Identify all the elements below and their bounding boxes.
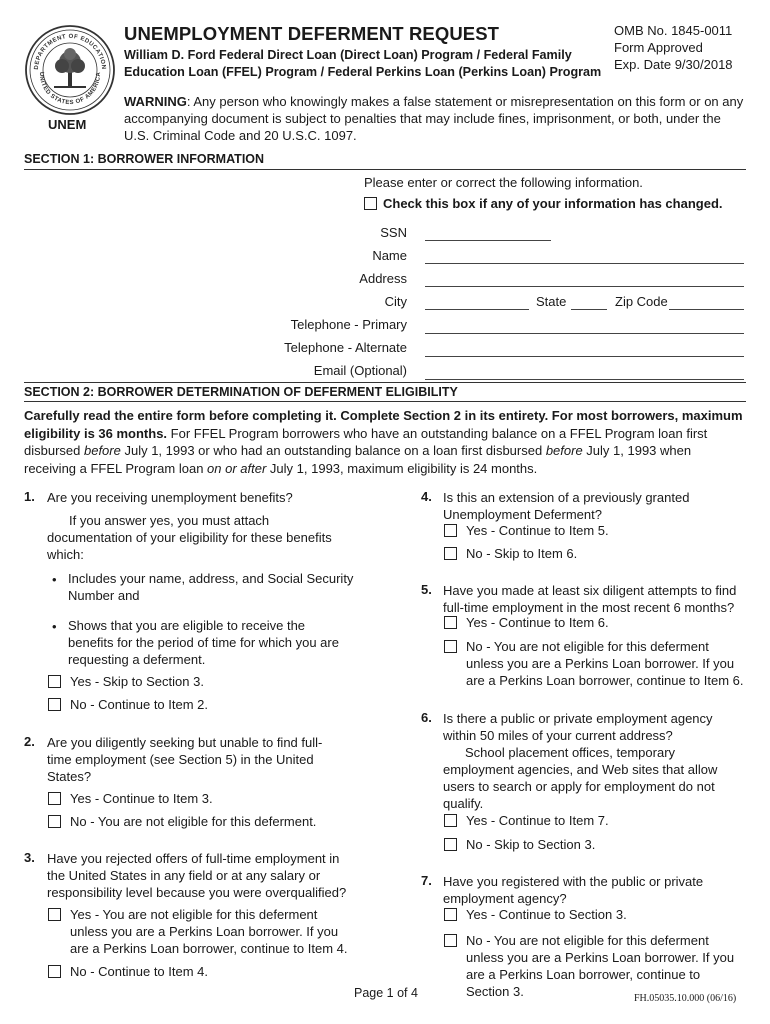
form-code: UNEM — [48, 117, 87, 132]
item1-note: If you answer yes, you must attach documentation of your eligibility for these benefits which: — [47, 513, 332, 562]
item4-yes-option[interactable] — [444, 522, 744, 539]
warning-label: WARNING — [124, 94, 187, 109]
intro-text-4: July 1, 1993, maximum eligibility is 24 months. — [266, 460, 538, 476]
item1-no-checkbox[interactable] — [48, 698, 61, 711]
phone-alternate-label: Telephone - Alternate — [284, 340, 407, 355]
email-field[interactable] — [425, 379, 744, 380]
department-seal — [24, 24, 116, 116]
name-field[interactable] — [425, 263, 744, 264]
name-label: Name — [372, 248, 407, 263]
item3-number: 3. — [24, 850, 35, 865]
address-field[interactable] — [425, 286, 744, 287]
item1-bullet1: Includes your name, address, and Social Security Number and — [68, 571, 354, 603]
section1-rule — [24, 169, 746, 170]
item2-no-option[interactable] — [48, 813, 348, 830]
item2-question: Are you diligently seeking but unable to find full-time employment (see Section 5) in the United States? — [47, 735, 323, 784]
item1-yes-label: Yes - Skip to Section 3. — [70, 674, 204, 689]
item7-yes-label: Yes - Continue to Section 3. — [466, 907, 627, 922]
item5-yes-label: Yes - Continue to Item 6. — [466, 615, 609, 630]
section2-top-rule — [24, 382, 746, 383]
item5-yes-option[interactable] — [444, 614, 744, 631]
item7-yes-checkbox[interactable] — [444, 908, 457, 921]
warning-text: : Any person who knowingly makes a false statement or misrepresentation on this form or on any accompanying document is subject to penalties that may include fines, imprisonment, or both, under the U.S. Criminal Code and 20 U.S.C. 1097. — [124, 94, 744, 143]
item5-question: Have you made at least six diligent attempts to find full-time employment in the most recent 6 months? — [443, 583, 737, 615]
item1-bullet2-dot: • — [52, 619, 57, 634]
phone-alternate-field[interactable] — [425, 356, 744, 357]
item6-number: 6. — [421, 710, 432, 725]
item6-yes-label: Yes - Continue to Item 7. — [466, 813, 609, 828]
item2-yes-checkbox[interactable] — [48, 792, 61, 805]
item6-yes-option[interactable] — [444, 812, 744, 829]
item3-no-option[interactable] — [48, 963, 353, 980]
item3-yes-label: Yes - You are not eligible for this deferment unless you are a Perkins Loan borrower. If you are a Perkins Loan borrower, continue to Item 4. — [70, 907, 348, 956]
city-label: City — [384, 294, 407, 309]
item3-question: Have you rejected offers of full-time employment in the United States in any field or at any salary or responsibility level because you were overqualified? — [47, 851, 347, 900]
warning-notice — [124, 93, 744, 144]
item7-no-option[interactable] — [444, 932, 744, 1000]
item5-yes-checkbox[interactable] — [444, 616, 457, 629]
item4-yes-checkbox[interactable] — [444, 524, 457, 537]
item3-yes-checkbox[interactable] — [48, 908, 61, 921]
item1-no-label: No - Continue to Item 2. — [70, 697, 209, 712]
info-changed-label: Check this box if any of your information has changed. — [383, 196, 723, 211]
omb-number: OMB No. 1845-0011 — [614, 23, 733, 38]
item6-no-option[interactable] — [444, 836, 744, 853]
item5-no-checkbox[interactable] — [444, 640, 457, 653]
item7-no-label: No - You are not eligible for this deferment unless you are a Perkins Loan borrower. If you are a Perkins Loan borrower, continue to Section 3. — [466, 933, 735, 999]
item1-yes-option[interactable] — [48, 673, 348, 690]
intro-text-2: July 1, 1993 or who had an outstanding balance on a loan first disbursed — [120, 443, 546, 458]
item3-no-checkbox[interactable] — [48, 965, 61, 978]
form-subtitle: William D. Ford Federal Direct Loan (Direct Loan) Program / Federal Family Education Loan (FFEL) Program / Federal Perkins Loan (Perkins Loan) Program — [124, 48, 602, 79]
item6-note: School placement offices, temporary employment agencies, and Web sites that allow users to search or apply for employment do not qualify. — [443, 745, 718, 811]
state-label: State — [536, 294, 567, 309]
item3-no-label: No - Continue to Item 4. — [70, 964, 209, 979]
section1-heading: SECTION 1: BORROWER INFORMATION — [24, 152, 265, 166]
intro-on-or-after: on or after — [207, 460, 267, 476]
phone-primary-field[interactable] — [425, 333, 744, 334]
item6-no-label: No - Skip to Section 3. — [466, 837, 596, 852]
item6-yes-checkbox[interactable] — [444, 814, 457, 827]
item1-question: Are you receiving unemployment benefits? — [47, 490, 293, 505]
item5-no-label: No - You are not eligible for this deferment unless you are a Perkins Loan borrower. If you are a Perkins Loan borrower, continue to Item 6. — [466, 639, 744, 688]
intro-text-1: For FFEL Program borrowers who have an outstanding balance on a FFEL Program loan first disbursed — [24, 425, 708, 458]
address-label: Address — [359, 271, 407, 286]
zip-field[interactable] — [669, 309, 744, 310]
omb-block — [614, 22, 733, 73]
item4-number: 4. — [421, 489, 432, 504]
item4-question: Is this an extension of a previously granted Unemployment Deferment? — [443, 490, 690, 522]
expiration-date: Exp. Date 9/30/2018 — [614, 57, 733, 72]
email-label: Email (Optional) — [313, 363, 407, 378]
form-approved: Form Approved — [614, 40, 703, 55]
item1-bullet2: Shows that you are eligible to receive the benefits for the period of time for which you are requesting a deferment. — [68, 618, 339, 667]
item4-no-checkbox[interactable] — [444, 547, 457, 560]
item1-yes-checkbox[interactable] — [48, 675, 61, 688]
item2-yes-option[interactable] — [48, 790, 348, 807]
seal-text-top: DEPARTMENT OF EDUCATION — [33, 33, 107, 70]
section2-heading: SECTION 2: BORROWER DETERMINATION OF DEFERMENT ELIGIBILITY — [24, 385, 458, 399]
form-title: UNEMPLOYMENT DEFERMENT REQUEST — [124, 23, 500, 44]
intro-text-3: July 1, 1993 when receiving a FFEL Program loan — [24, 443, 692, 476]
section2-rule — [24, 401, 746, 402]
item2-yes-label: Yes - Continue to Item 3. — [70, 791, 213, 806]
item6-question: Is there a public or private employment agency within 50 miles of your current address? — [443, 711, 713, 743]
ssn-field[interactable] — [425, 240, 551, 241]
item4-no-option[interactable] — [444, 545, 744, 562]
section2-intro — [24, 407, 746, 477]
item4-yes-label: Yes - Continue to Item 5. — [466, 523, 609, 538]
item2-no-checkbox[interactable] — [48, 815, 61, 828]
item3-yes-option[interactable] — [48, 906, 353, 957]
item7-yes-option[interactable] — [444, 906, 744, 923]
item1-number: 1. — [24, 489, 35, 504]
intro-bold: Carefully read the entire form before completing it. Complete Section 2 in its entirety. For most borrowers, maximum eligibility is 36 months. — [24, 408, 743, 441]
page-number: Page 1 of 4 — [354, 986, 418, 1000]
zip-label: Zip Code — [615, 294, 668, 309]
ssn-label: SSN — [380, 225, 407, 240]
item7-question: Have you registered with the public or private employment agency? — [443, 874, 704, 906]
item4-no-label: No - Skip to Item 6. — [466, 546, 578, 561]
info-changed-checkbox[interactable] — [364, 197, 377, 210]
seal-text-bottom: UNITED STATES OF AMERICA — [37, 71, 103, 107]
item6-no-checkbox[interactable] — [444, 838, 457, 851]
intro-before-1: before — [83, 443, 121, 458]
item7-number: 7. — [421, 873, 432, 888]
intro-before-2: before — [545, 443, 583, 458]
item2-number: 2. — [24, 734, 35, 749]
phone-primary-label: Telephone - Primary — [290, 317, 407, 332]
state-field[interactable] — [571, 309, 607, 310]
info-changed-checkbox-row[interactable] — [364, 196, 723, 211]
footer-form-code: FH.05035.10.000 (06/16) — [634, 993, 737, 1004]
seal-emblem-icon — [24, 24, 116, 116]
section1-instruction: Please enter or correct the following information. — [364, 175, 643, 190]
item5-number: 5. — [421, 582, 432, 597]
city-field[interactable] — [425, 309, 529, 310]
item2-no-label: No - You are not eligible for this deferment. — [70, 814, 317, 829]
item1-bullet1-dot: • — [52, 572, 57, 587]
item7-no-checkbox[interactable] — [444, 934, 457, 947]
item5-no-option[interactable] — [444, 638, 746, 689]
item1-no-option[interactable] — [48, 696, 348, 713]
